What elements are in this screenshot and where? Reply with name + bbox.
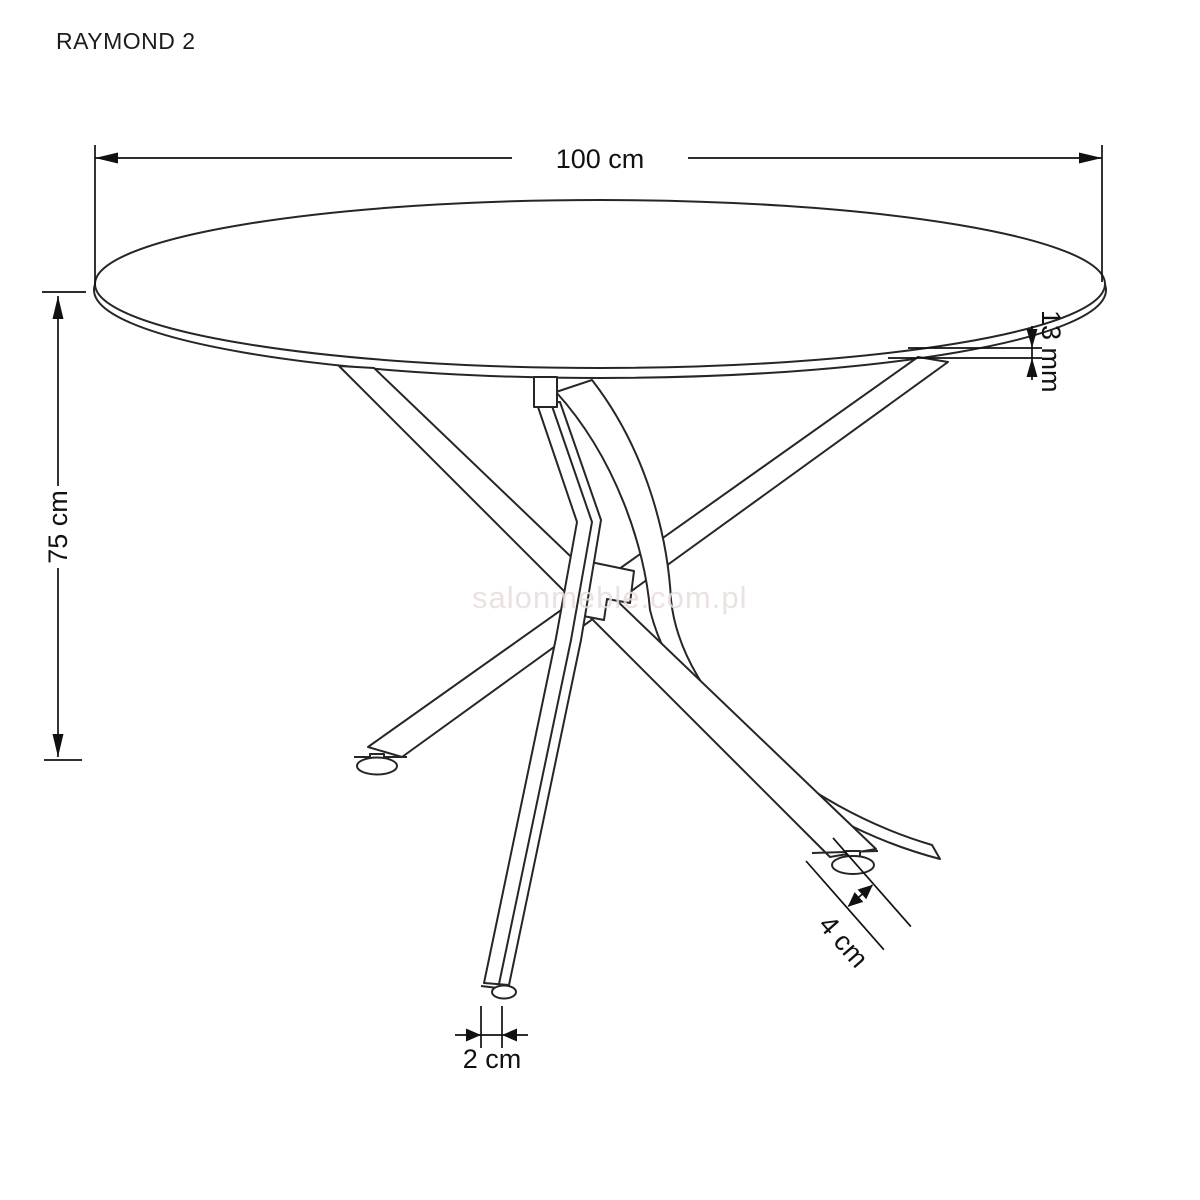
leg-tube-dimension-label: 2 cm xyxy=(462,1044,522,1074)
watermark: salonmeble.com.pl xyxy=(472,580,748,615)
height-dimension-label: 75 cm xyxy=(43,490,73,564)
diameter-dimension-label: 100 cm xyxy=(555,144,645,174)
arrowhead-bottom xyxy=(53,734,64,757)
table-top xyxy=(94,200,1106,378)
arrowhead-top xyxy=(53,296,64,319)
foot-glide xyxy=(832,856,874,874)
table-top-surface-ellipse xyxy=(95,200,1105,368)
arrowhead-right xyxy=(1079,153,1102,164)
foot-glide xyxy=(357,758,397,775)
product-title: RAYMOND 2 xyxy=(56,28,196,54)
arrowhead-down xyxy=(1027,329,1038,348)
arrowhead-right xyxy=(466,1029,481,1042)
leg-tube-dimension xyxy=(455,1006,528,1074)
arrowhead-left xyxy=(502,1029,517,1042)
center-mount-bracket xyxy=(534,377,557,407)
thickness-dimension-label: 13 mm xyxy=(1036,310,1066,393)
arrowhead-left xyxy=(95,153,118,164)
foot-glide xyxy=(492,986,516,999)
height-dimension xyxy=(42,292,86,760)
arrowhead-up xyxy=(1027,358,1038,377)
leg-width-dimension-label: 4 cm xyxy=(812,909,875,974)
